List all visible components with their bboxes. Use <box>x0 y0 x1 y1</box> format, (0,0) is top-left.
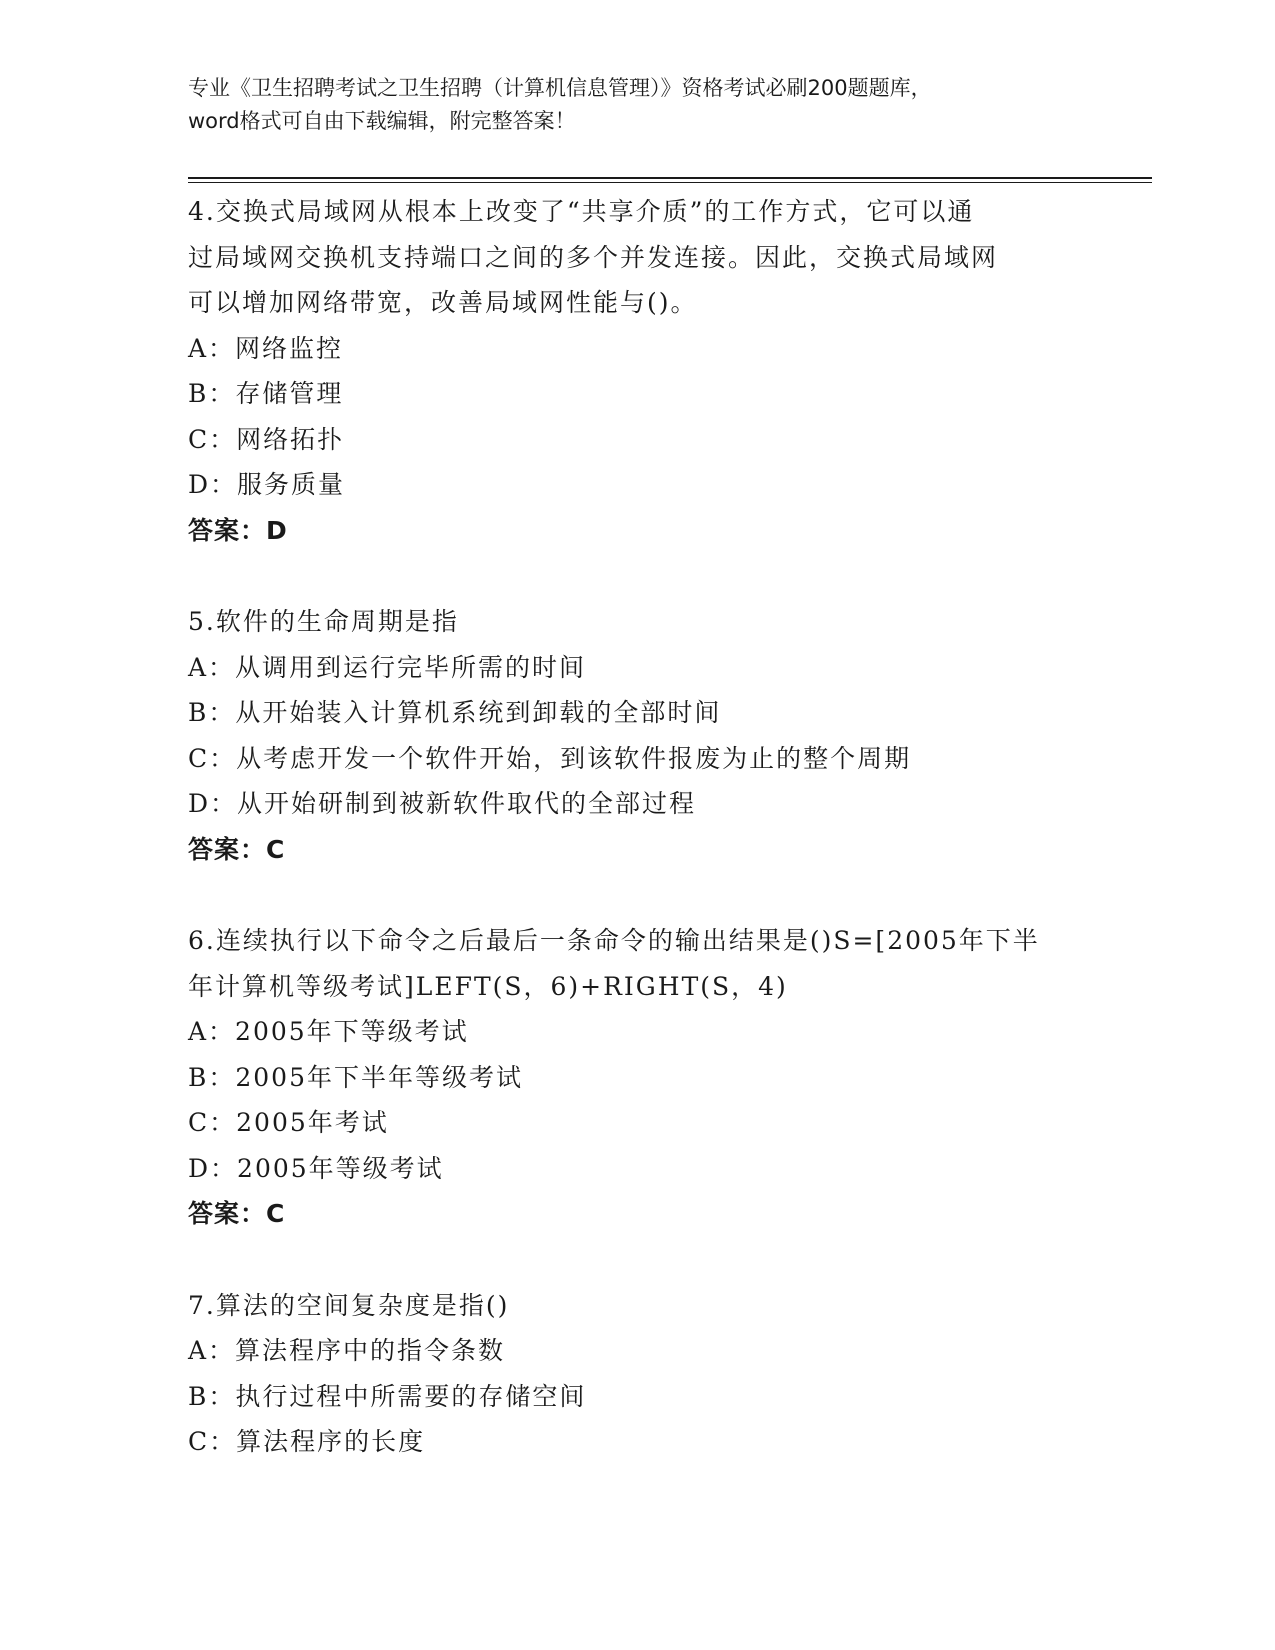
option-a: A：网络监控 <box>188 333 344 363</box>
question-stem <box>188 1283 1088 1329</box>
question-stem-line: 6.连续执行以下命令之后最后一条命令的输出结果是()S=[2005年下半 <box>188 926 1040 955</box>
option-b: B：从开始装入计算机系统到卸载的全部时间 <box>188 698 722 727</box>
answer-line: 答案：D <box>188 515 288 545</box>
option-d: D：从开始研制到被新软件取代的全部过程 <box>188 789 697 818</box>
question-spacer <box>188 1237 1088 1283</box>
answer-line: 答案：C <box>188 1199 286 1228</box>
option-d: D：服务质量 <box>188 470 346 499</box>
question-stem-line: 年计算机等级考试]LEFT(S，6)+RIGHT(S，4) <box>188 971 788 1001</box>
option-c: C：算法程序的长度 <box>188 1427 426 1456</box>
answer-line: 答案：C <box>188 834 286 864</box>
document-header <box>188 72 1088 138</box>
question-4 <box>188 189 1088 553</box>
option-c: C：从考虑开发一个软件开始，到该软件报废为止的整个周期 <box>188 743 912 773</box>
question-stem-line: 可以增加网络带宽，改善局域网性能与()。 <box>188 288 698 317</box>
header-title-line-2: word格式可自由下载编辑，附完整答案！ <box>188 109 576 133</box>
option-a: A：算法程序中的指令条数 <box>188 1336 506 1365</box>
option-b: B：2005年下半年等级考试 <box>188 1062 523 1092</box>
option-d: D：2005年等级考试 <box>188 1153 444 1183</box>
option-c: C：2005年考试 <box>188 1108 389 1137</box>
option-b: B：执行过程中所需要的存储空间 <box>188 1381 587 1411</box>
question-stem-line: 4.交换式局域网从根本上改变了“共享介质”的工作方式，它可以通 <box>188 197 975 226</box>
question-spacer <box>188 872 1088 918</box>
header-title-line-1: 专业《卫生招聘考试之卫生招聘（计算机信息管理）》资格考试必刷200题题库， <box>188 76 932 100</box>
question-6 <box>188 918 1088 1237</box>
option-b: B：存储管理 <box>188 379 344 408</box>
question-spacer <box>188 553 1088 599</box>
question-stem-line: 5.软件的生命周期是指 <box>188 607 459 636</box>
header-divider-thick <box>188 177 1152 179</box>
question-stem <box>188 599 1088 645</box>
question-stem <box>188 918 1088 1009</box>
question-stem-line: 过局域网交换机支持端口之间的多个并发连接。因此，交换式局域网 <box>188 242 999 272</box>
option-c: C：网络拓扑 <box>188 424 345 454</box>
option-a: A：2005年下等级考试 <box>188 1017 469 1046</box>
question-5 <box>188 599 1088 872</box>
question-list <box>188 189 1088 1465</box>
question-stem-line: 7.算法的空间复杂度是指() <box>188 1290 510 1320</box>
option-a: A：从调用到运行完毕所需的时间 <box>188 652 587 682</box>
question-7 <box>188 1283 1088 1465</box>
question-stem <box>188 189 1088 326</box>
header-divider-thin <box>188 182 1152 183</box>
